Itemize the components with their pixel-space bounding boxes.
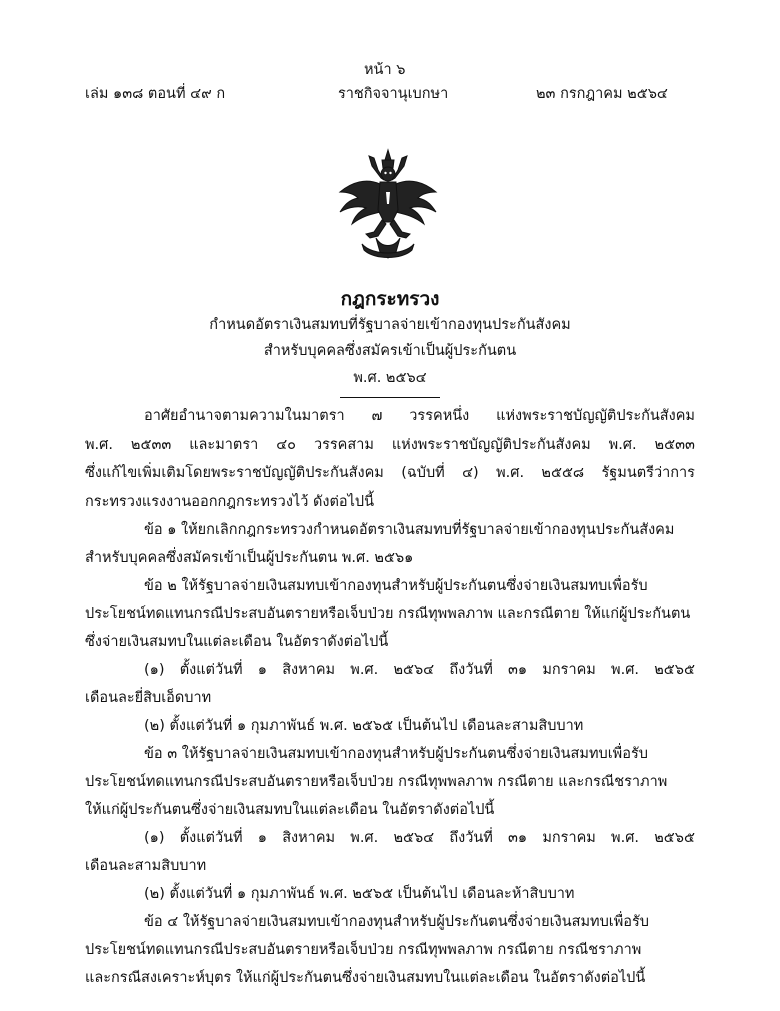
- page-number: หน้า ๖: [364, 62, 406, 78]
- body-line: ประโยชน์ทดแทนกรณีประสบอันตรายหรือเจ็บป่วย กรณีทุพพลภาพ กรณีตาย กรณีชราภาพ: [85, 942, 642, 958]
- doc-year: พ.ศ. ๒๕๖๔: [353, 370, 427, 386]
- body-line: สำหรับบุคคลซึ่งสมัครเข้าเป็นผู้ประกันตน พ.ศ. ๒๕๖๑: [85, 550, 414, 566]
- body-line: เดือนละสามสิบบาท: [85, 858, 207, 874]
- body-line: ให้แก่ผู้ประกันตนซึ่งจ่ายเงินสมทบในแต่ละเดือน ในอัตราดังต่อไปนี้: [85, 802, 495, 818]
- gazette-name: ราชกิจจานุเบกษา: [338, 86, 449, 102]
- garuda-emblem: [336, 148, 440, 262]
- title-divider: [340, 397, 440, 398]
- clause-2: ข้อ ๒ ให้รัฐบาลจ่ายเงินสมทบเข้ากองทุนสำหรับผู้ประกันตนซึ่งจ่ายเงินสมทบเพื่อรับ: [144, 578, 648, 594]
- doc-type: กฎกระทรวง: [340, 288, 440, 310]
- sub-item: (๑) ตั้งแต่วันที่ ๑ สิงหาคม พ.ศ. ๒๕๖๔ ถึงวันที่ ๓๑ มกราคม พ.ศ. ๒๕๖๕: [144, 830, 695, 846]
- clause-1: ข้อ ๑ ให้ยกเลิกกฎกระทรวงกำหนดอัตราเงินสมทบที่รัฐบาลจ่ายเข้ากองทุนประกันสังคม: [144, 522, 675, 538]
- clause-4: ข้อ ๔ ให้รัฐบาลจ่ายเงินสมทบเข้ากองทุนสำหรับผู้ประกันตนซึ่งจ่ายเงินสมทบเพื่อรับ: [144, 914, 650, 930]
- gazette-date: ๒๓ กรกฎาคม ๒๕๖๔: [536, 86, 668, 102]
- body-line: อาศัยอำนาจตามความในมาตรา ๗ วรรคหนึ่ง แห่งพระราชบัญญัติประกันสังคม: [144, 408, 695, 424]
- body-line: เดือนละยี่สิบเอ็ดบาท: [85, 690, 212, 706]
- body-line: ซึ่งแก้ไขเพิ่มเติมโดยพระราชบัญญัติประกันสังคม (ฉบับที่ ๔) พ.ศ. ๒๕๕๘ รัฐมนตรีว่าการ: [85, 465, 695, 481]
- sub-item: (๒) ตั้งแต่วันที่ ๑ กุมภาพันธ์ พ.ศ. ๒๕๖๕ เป็นต้นไป เดือนละห้าสิบบาท: [144, 886, 575, 902]
- volume-info: เล่ม ๑๓๘ ตอนที่ ๔๙ ก: [85, 86, 226, 102]
- body-line: พ.ศ. ๒๕๓๓ และมาตรา ๔๐ วรรคสาม แห่งพระราชบัญญัติประกันสังคม พ.ศ. ๒๕๓๓: [85, 437, 695, 453]
- body-line: กระทรวงแรงงานออกกฎกระทรวงไว้ ดังต่อไปนี้: [85, 494, 374, 510]
- sub-item: (๒) ตั้งแต่วันที่ ๑ กุมภาพันธ์ พ.ศ. ๒๕๖๕ เป็นต้นไป เดือนละสามสิบบาท: [144, 718, 584, 734]
- doc-title-line-2: สำหรับบุคคลซึ่งสมัครเข้าเป็นผู้ประกันตน: [263, 343, 517, 359]
- body-line: และกรณีสงเคราะห์บุตร ให้แก่ผู้ประกันตนซึ่งจ่ายเงินสมทบในแต่ละเดือน ในอัตราดังต่อไปนี้: [85, 970, 646, 986]
- body-line: ประโยชน์ทดแทนกรณีประสบอันตรายหรือเจ็บป่วย กรณีทุพพลภาพ และกรณีตาย ให้แก่ผู้ประกันตน: [85, 606, 691, 622]
- body-line: ประโยชน์ทดแทนกรณีประสบอันตรายหรือเจ็บป่วย กรณีทุพพลภาพ กรณีตาย และกรณีชราภาพ: [85, 774, 668, 790]
- doc-title-line-1: กำหนดอัตราเงินสมทบที่รัฐบาลจ่ายเข้ากองทุนประกันสังคม: [209, 317, 571, 333]
- body-line: ซึ่งจ่ายเงินสมทบในแต่ละเดือน ในอัตราดังต่อไปนี้: [85, 634, 389, 650]
- sub-item: (๑) ตั้งแต่วันที่ ๑ สิงหาคม พ.ศ. ๒๕๖๔ ถึงวันที่ ๓๑ มกราคม พ.ศ. ๒๕๖๕: [144, 662, 695, 678]
- clause-3: ข้อ ๓ ให้รัฐบาลจ่ายเงินสมทบเข้ากองทุนสำหรับผู้ประกันตนซึ่งจ่ายเงินสมทบเพื่อรับ: [144, 746, 648, 762]
